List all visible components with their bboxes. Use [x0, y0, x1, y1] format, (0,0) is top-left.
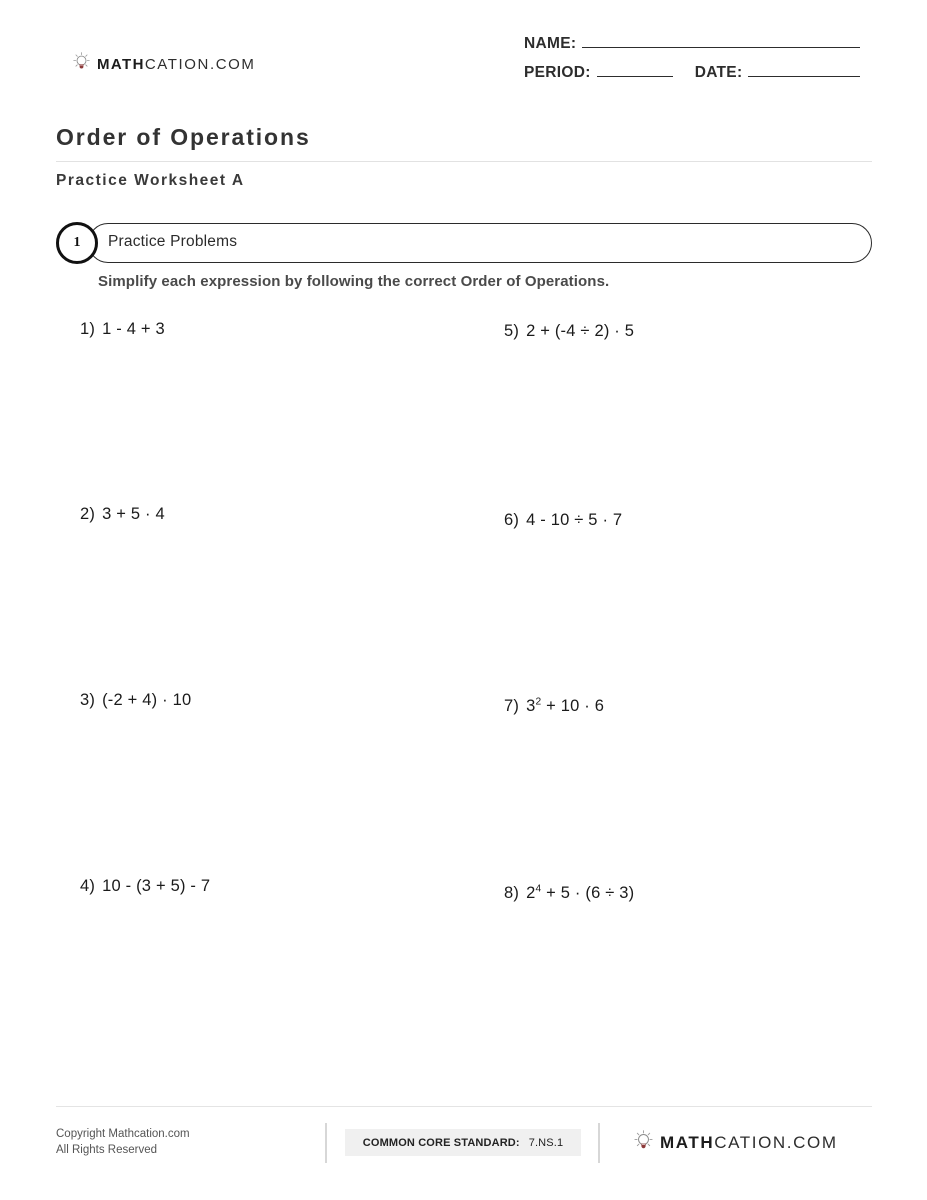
problem-item [80, 877, 210, 896]
date-input[interactable] [748, 63, 860, 77]
problem-item [504, 322, 634, 341]
problem-number: 2) [80, 505, 96, 523]
copyright-line-2: All Rights Reserved [56, 1144, 157, 1156]
problem-number: 8) [504, 884, 520, 902]
common-core-badge [345, 1129, 581, 1156]
section-number-badge: 1 [56, 222, 98, 264]
period-input[interactable] [597, 63, 673, 77]
expression-rest: + 5 · (6 ÷ 3) [541, 884, 635, 902]
brand-logo-light: CATION.COM [144, 55, 256, 73]
date-label: DATE: [694, 64, 743, 81]
exponent-base: 2 [526, 884, 536, 902]
brand-logo-footer [634, 1130, 838, 1156]
problem-expression: 2 + (-4 ÷ 2) · 5 [526, 322, 635, 340]
common-core-label: COMMON CORE STANDARD: [362, 1136, 520, 1149]
problem-expression [526, 884, 634, 903]
problem-expression: 4 - 10 ÷ 5 · 7 [526, 511, 623, 529]
period-label: PERIOD: [524, 64, 591, 81]
name-field-row [524, 34, 884, 53]
exponent-value: 2 [535, 696, 542, 708]
problem-expression: 1 - 4 + 3 [102, 320, 165, 338]
brand-logo-text [660, 1133, 838, 1153]
title-divider [56, 161, 872, 162]
problem-number: 7) [504, 697, 520, 715]
name-input[interactable] [582, 34, 860, 48]
copyright-text [56, 1126, 190, 1158]
problem-expression: (-2 + 4) · 10 [102, 691, 192, 709]
brand-logo-bold: MATH [97, 55, 145, 73]
lightbulb-icon [73, 52, 90, 76]
section-label: Practice Problems [108, 233, 238, 250]
copyright-line-1: Copyright Mathcation.com [56, 1128, 190, 1140]
problem-number: 5) [504, 322, 520, 340]
footer-divider-right [598, 1123, 600, 1163]
problem-item [504, 884, 634, 903]
problem-item [80, 691, 191, 710]
problem-expression: 3 + 5 · 4 [102, 505, 165, 523]
problem-item [80, 505, 165, 524]
period-date-field-row [524, 63, 884, 82]
page-header [0, 0, 927, 110]
expression-rest: + 10 · 6 [541, 697, 605, 715]
problem-number: 1) [80, 320, 96, 338]
exponent-base: 3 [526, 697, 536, 715]
problem-expression: 10 - (3 + 5) - 7 [102, 877, 211, 895]
problem-number: 6) [504, 511, 520, 529]
footer-divider [56, 1106, 872, 1107]
lightbulb-icon [634, 1130, 653, 1156]
footer-divider-left [325, 1123, 327, 1163]
problem-item [80, 320, 165, 339]
problem-expression [526, 697, 604, 716]
problem-number: 3) [80, 691, 96, 709]
page-title: Order of Operations [56, 124, 311, 150]
name-label: NAME: [524, 35, 577, 52]
problem-number: 4) [80, 877, 96, 895]
section-banner [56, 223, 872, 265]
brand-logo-bold: MATH [660, 1133, 715, 1152]
exponent-value: 4 [535, 883, 542, 895]
student-info-fields [524, 34, 884, 92]
problem-item [504, 511, 622, 530]
brand-logo-light: CATION.COM [714, 1133, 838, 1152]
page-subtitle: Practice Worksheet A [56, 172, 245, 189]
problem-item [504, 697, 604, 716]
common-core-value: 7.NS.1 [528, 1136, 564, 1149]
brand-logo-header [73, 52, 256, 76]
brand-logo-text [97, 56, 256, 73]
section-instructions: Simplify each expression by following the correct Order of Operations. [98, 273, 610, 290]
